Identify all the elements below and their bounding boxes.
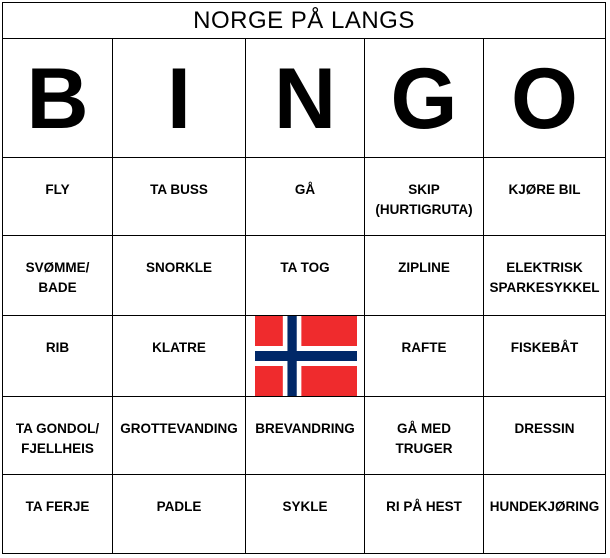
header-letter-b: B [26,50,89,147]
header-letter-i: I [167,50,191,147]
cell-label: BREVANDRING [255,421,355,436]
cell-label: RI PÅ HEST [386,499,462,514]
cell-label: SVØMME/ BADE [25,260,90,295]
bingo-cell[interactable] [484,475,605,553]
cell-label: ZIPLINE [398,260,450,275]
bingo-cell[interactable] [365,158,483,235]
cell-label: TA TOG [280,260,330,275]
bingo-cell[interactable] [246,236,364,315]
cell-label: HUNDEKJØRING [489,499,600,514]
cell-label: DRESSIN [514,421,575,436]
bingo-cell[interactable] [3,316,112,396]
bingo-cell[interactable] [3,475,112,553]
bingo-cell[interactable] [3,236,112,315]
bingo-cell[interactable] [113,158,245,235]
cell-label: RIB [45,340,70,355]
cell-label: TA BUSS [150,182,208,197]
cell-label: KJØRE BIL [508,182,581,197]
bingo-cell[interactable] [3,397,112,474]
norway-flag-icon [255,316,357,396]
bingo-cell[interactable] [365,236,483,315]
bingo-cell[interactable] [113,236,245,315]
bingo-cell[interactable] [365,316,483,396]
cell-label: GÅ MED TRUGER [395,421,453,456]
header-letter-g: G [390,50,458,147]
bingo-cell[interactable] [3,158,112,235]
cell-label: RAFTE [401,340,447,355]
bingo-cell[interactable] [365,475,483,553]
cell-label: FLY [45,182,70,197]
cell-label: SNORKLE [145,260,212,275]
bingo-cell[interactable] [113,475,245,553]
bingo-cell[interactable] [246,475,364,553]
bingo-cell[interactable] [246,397,364,474]
cell-label: FISKEBÅT [510,340,579,355]
cell-label: SYKLE [282,499,328,514]
bingo-cell[interactable] [113,316,245,396]
cell-label: GÅ [294,182,316,197]
bingo-cell[interactable] [484,158,605,235]
cell-label: GROTTEVANDING [120,421,238,436]
bingo-cell[interactable] [484,397,605,474]
bingo-cell[interactable] [113,397,245,474]
header-letter-n: N [273,50,337,147]
header-letter-o: O [511,50,578,147]
bingo-card [2,2,606,554]
bingo-cell[interactable] [246,158,364,235]
bingo-cell[interactable] [484,316,605,396]
cell-label: ELEKTRISK SPARKESYKKEL [489,260,600,295]
bingo-cell[interactable] [365,397,483,474]
cell-label: TA GONDOL/ FJELLHEIS [15,421,100,456]
cell-label: TA FERJE [25,499,90,514]
cell-label: PADLE [156,499,202,514]
card-title: NORGE PÅ LANGS [3,3,605,39]
cell-label: KLATRE [152,340,206,355]
cell-label: SKIP (HURTIGRUTA) [375,182,473,217]
bingo-cell[interactable] [484,236,605,315]
